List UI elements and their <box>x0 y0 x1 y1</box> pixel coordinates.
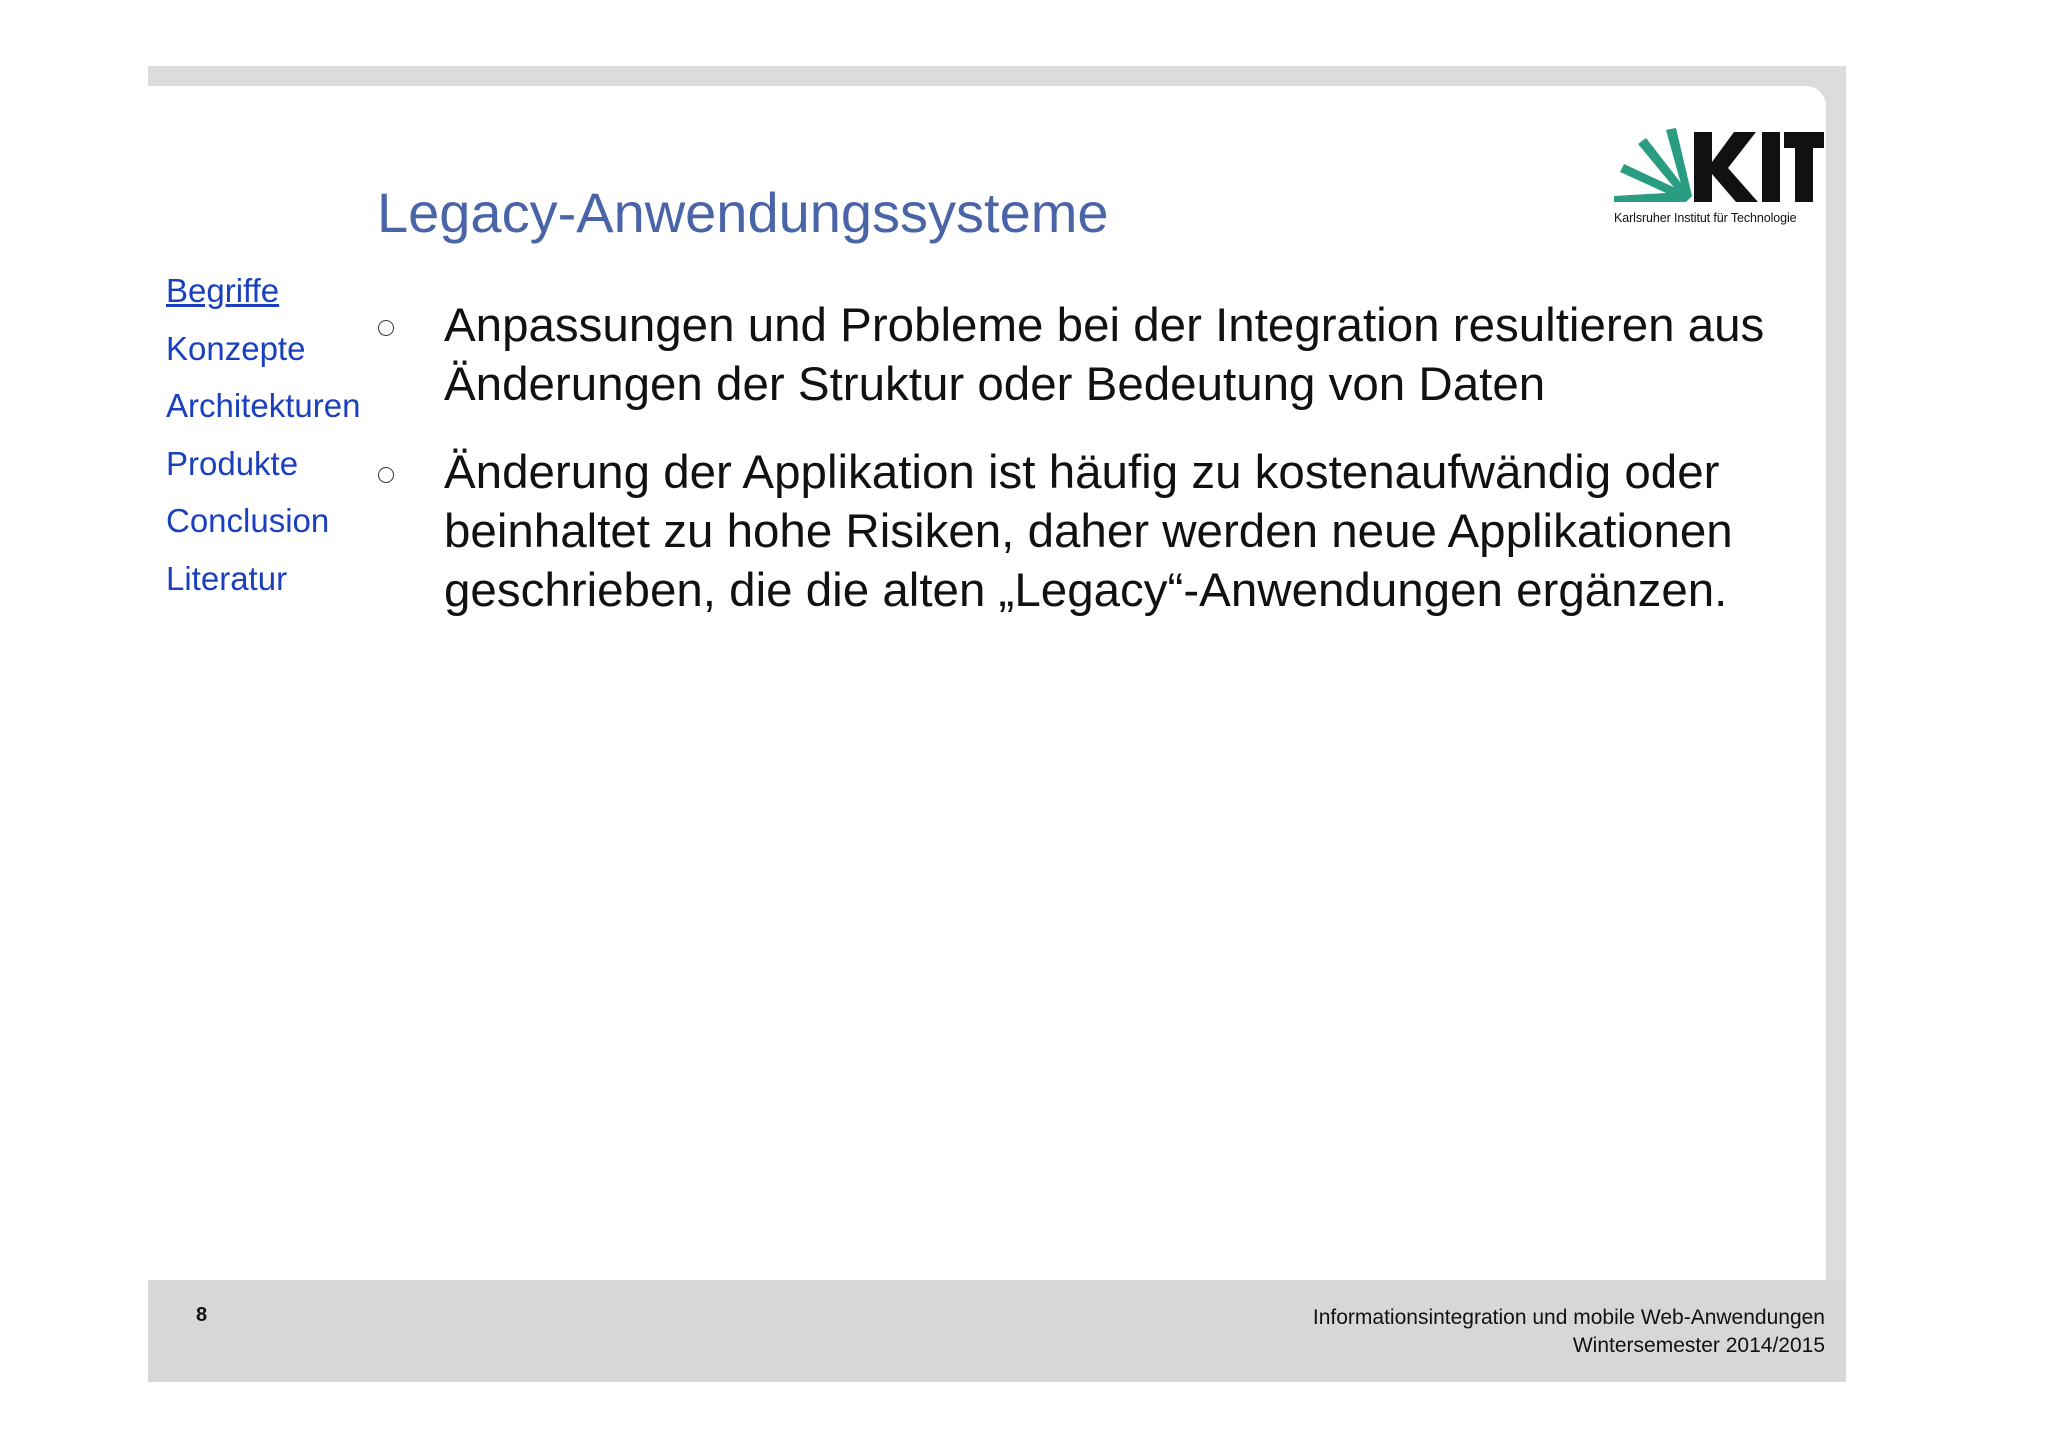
sidebar-item-literatur[interactable]: Literatur <box>166 559 288 597</box>
sidebar-item-begriffe[interactable]: Begriffe <box>166 272 280 309</box>
slide-content-area <box>148 86 1826 1280</box>
sidebar-item-produkte[interactable]: Produkte <box>166 444 299 482</box>
footer-semester: Wintersemester 2014/2015 <box>1572 1334 1825 1357</box>
slide-title: Legacy-Anwendungssysteme <box>377 181 1109 244</box>
list-item <box>378 296 1818 414</box>
footer-course-info <box>1313 1304 1825 1360</box>
sidebar-item-konzepte[interactable]: Konzepte <box>166 329 306 367</box>
bullet-text: Anpassungen und Probleme bei der Integration resultieren aus Änderungen der Struktur oder Bedeutung von Daten <box>444 299 1765 411</box>
kit-logo-letters <box>1694 132 1824 202</box>
page-number: 8 <box>196 1304 208 1326</box>
list-item <box>378 443 1818 620</box>
bullet-list <box>378 296 1818 649</box>
circle-bullet-icon <box>378 467 394 483</box>
sidebar-navigation <box>166 262 376 607</box>
sidebar-item-architekturen[interactable]: Architekturen <box>166 387 361 424</box>
bullet-text: Änderung der Applikation ist häufig zu kostenaufwändig oder beinhaltet zu hohe Risiken, daher werden neue Applikationen geschrieben, die die alten „Legacy“-Anwendungen ergänzen. <box>444 446 1733 617</box>
footer-course-title: Informationsintegration und mobile Web-Anwendungen <box>1312 1306 1825 1329</box>
sidebar-item-conclusion[interactable]: Conclusion <box>166 502 330 539</box>
circle-bullet-icon <box>378 320 394 336</box>
kit-logo-caption: Karlsruher Institut für Technologie <box>1614 211 1797 225</box>
kit-logo-fan-icon <box>1614 128 1692 202</box>
